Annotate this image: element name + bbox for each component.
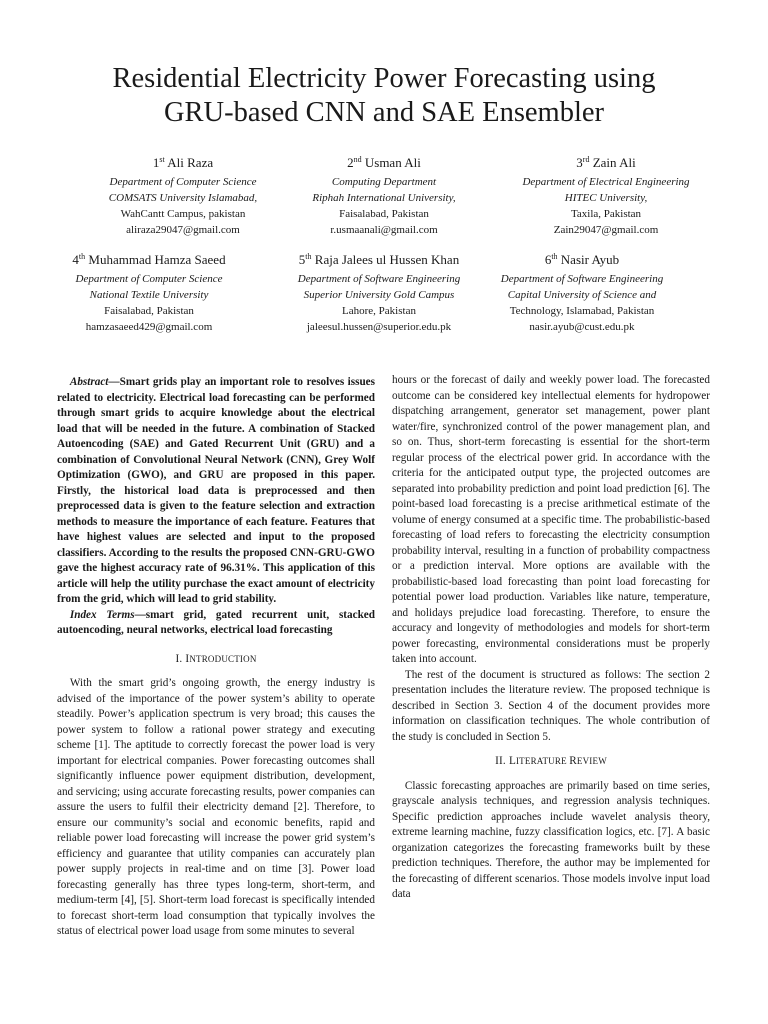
author-org: National Textile University (89, 289, 209, 301)
author-org: Riphah International University, (312, 192, 456, 204)
author-org: Superior University Gold Campus (303, 289, 455, 301)
author-location: Technology, Islamabad, Pakistan (509, 305, 655, 317)
intro-paragraph-1: With the smart grid’s ongoing growth, the energy industry is advised of the importance of the power system’s ability to operate steadily. Power’s application spectrum is very broad; this causes the power system to follow a rational power strategy and executing scheme [1]. The aptitude to correctly forecast the power load is very important for electrical companies. Power forecasting outcomes shall significantly influence power equipment distribution, development, and servicing; using accurate forecasting results, power companies can assure the users to fulfil their electricity demand [2]. Therefore, to ensure our community’s social and economic benefits, rapid and reliable power load forecasting will increase the power grid system’s efficiency and guarantee that utility companies can accurately plan power supply projects in real-time and on time [3]. Power load forecasting generally has three types long-term, short-term, and medium-term [4], [5]. Short-term load forecast is specifically intended to forecast short-term load consumption that typically involves the status of electrical power load usage from some minutes to several (57, 677, 375, 937)
title-line-1: Residential Electricity Power Forecasting using (112, 63, 656, 94)
author-name: 5th Raja Jalees ul Hussen Khan (298, 252, 460, 267)
abstract-text: —Smart grids play an important role to resolves issues related to electricity. Electrical load forecasting can be performed through smart grids to acquire knowledge about the electrical load that will be needed in the future. A combination of Stacked Autoencoding (SAE) and Gated Recurrent Unit (GRU) and a combination of Convolutional Neural Network (CNN), Grey Wolf Optimization (GWO), and GRU are proposed in this paper. Firstly, the historical load data is preprocessed and then preprocessed data is given to the feature selection and extraction methods to measure the importance of each feature. Features that have highest values are selected and input to the proposed classifiers. According to the results the proposed CNN-GRU-GWO gave the highest accuracy rate of 96.31%. This application of this article will help the utility purchase the exact amount of electricity from the grid, which will lead to grid stability. (57, 376, 375, 605)
author-dept: Department of Electrical Engineering (522, 176, 690, 188)
author-location: Lahore, Pakistan (342, 305, 416, 317)
author-dept: Department of Software Engineering (500, 273, 664, 285)
author-email: jaleesul.hussen@superior.edu.pk (306, 321, 452, 333)
author-dept: Department of Computer Science (75, 273, 223, 285)
author-org: Capital University of Science and (507, 289, 657, 301)
right-column (392, 373, 710, 903)
index-terms-lead: Index Terms (69, 608, 135, 621)
author-dept: Department of Computer Science (109, 176, 257, 188)
section-heading-introduction: I. INTRODUCTION (175, 652, 257, 665)
author-dept: Department of Software Engineering (297, 273, 461, 285)
index-terms-text: —smart grid, gated recurrent unit, stacked autoencoding, neural networks, electrical load forecasting (57, 608, 375, 636)
author-name: 3rd Zain Ali (576, 155, 636, 170)
author-email: aliraza29047@gmail.com (126, 224, 240, 236)
author-name: 1st Ali Raza (152, 155, 214, 170)
author-location: Faisalabad, Pakistan (104, 305, 194, 317)
author-org: COMSATS University Islamabad, (108, 192, 258, 204)
right-paragraph-2: The rest of the document is structured as follows: The section 2 presentation includes the literature review. The proposed technique is described in Section 3. Section 4 of the document provides more information on classification techniques. The whole contribution of the study is concluded in Section 5. (392, 668, 710, 743)
index-terms (57, 608, 375, 639)
author-location: Taxila, Pakistan (570, 208, 642, 220)
paper-title (40, 62, 728, 130)
abstract-lead: Abstract (69, 376, 109, 388)
author-block-6 (462, 251, 702, 335)
author-name: 4th Muhammad Hamza Saeed (72, 252, 226, 267)
right-paragraph-1: hours or the forecast of daily and weekly power load. The forecasted outcome can be considered key intellectual elements for hydropower dispatching arrangement, generator set management, power plant water/fire, synchronized control of the power management plan, and so on. Thus, short-term forecasting is essential for the short-term regular process of the electrical power grid. In accordance with the criteria for the anticipated output type, the projected outcomes are separated into probability prediction and point load prediction [6]. The point-based load forecasting is a precise arithmetical estimate of the volume of energy consumed at a specific time. The probabilistic-based forecasting of load refers to forecasting the electricity consumption probability interval, resulting in a function of probability compactness or a prediction interval. More options are available with the probabilistic-based load forecasting than point load forecasting for potential power load production. Variables like nature, temperature, and holidays prejudice load forecasting. Therefore, to ensure the accuracy and longevity of methodologies and models for short-term power forecasting, environmental considerations must be properly taken into account. (392, 374, 710, 665)
author-name: 2nd Usman Ali (347, 155, 421, 170)
title-line-2: GRU-based CNN and SAE Ensembler (163, 97, 605, 128)
author-org: HITEC University, (564, 192, 648, 204)
section-heading-literature-review: II. LITERATURE REVIEW (495, 755, 607, 767)
author-email: r.usmaanali@gmail.com (330, 224, 438, 236)
author-name: 6th Nasir Ayub (544, 252, 620, 267)
author-email: hamzasaeed429@gmail.com (85, 321, 213, 333)
author-email: Zain29047@gmail.com (553, 224, 659, 236)
author-location: WahCantt Campus, pakistan (120, 208, 246, 220)
author-block-3 (486, 154, 726, 238)
author-location: Faisalabad, Pakistan (339, 208, 429, 220)
author-block-4 (29, 251, 269, 335)
author-email: nasir.ayub@cust.edu.pk (529, 321, 635, 333)
author-block-2 (264, 154, 504, 238)
author-dept: Computing Department (331, 176, 437, 188)
literature-paragraph-1: Classic forecasting approaches are primarily based on time series, grayscale analysis techniques, and regression analysis techniques. Specific prediction approaches include wavelet analysis theory, extreme learning machine, fuzzy classification logics, etc. [7]. A basic organization categorizes the forecasting frameworks built by these prediction techniques. Therefore, the author may be implemented for the forecasting of different scenarios. Those models involve input load data (392, 779, 710, 900)
left-column (57, 375, 375, 940)
abstract (57, 375, 375, 608)
